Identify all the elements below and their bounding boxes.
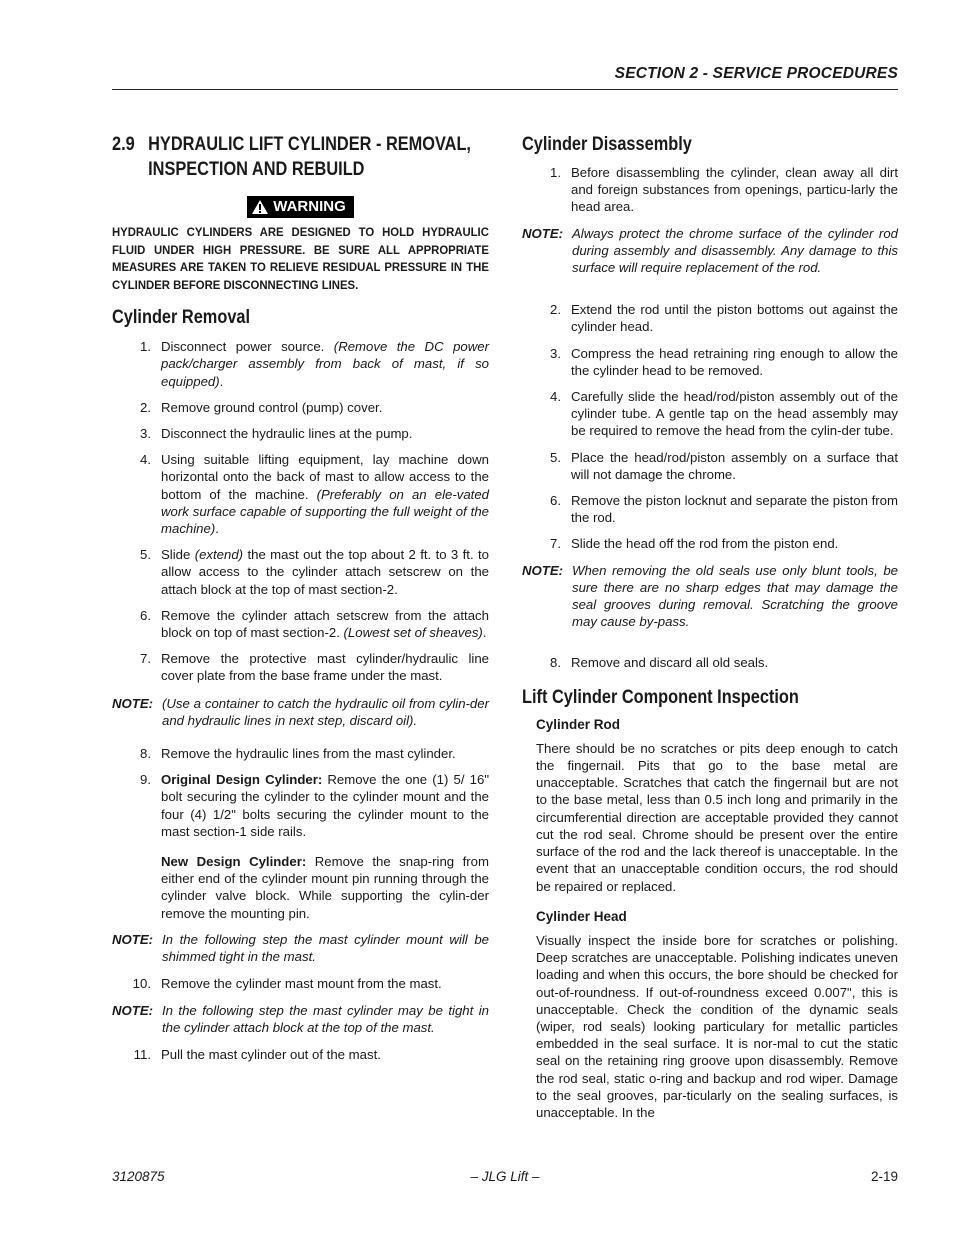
step-number: 6. (550, 493, 561, 509)
note-text: In the following step the mast cylinder may be tight in the cylinder attach block at the top of the mast. (162, 1002, 489, 1035)
step-body: . (219, 373, 224, 389)
step-body: . (482, 625, 487, 641)
footer-brand: – JLG Lift – (470, 1169, 540, 1184)
head-heading: Cylinder Head (536, 908, 627, 924)
step-body: Remove the cylinder attach setscrew from the attach block on top of mast section-2. (161, 607, 489, 641)
step-number: 6. (140, 607, 151, 623)
list-item (522, 449, 898, 483)
step-number: 11. (133, 1046, 151, 1062)
step-body: Disconnect power source. (161, 339, 334, 355)
disassembly-steps (522, 301, 898, 552)
warning-banner (112, 196, 489, 219)
list-item (112, 425, 489, 442)
step-number: 5. (140, 547, 151, 563)
step-number: 4. (140, 452, 151, 468)
chapter-heading (112, 133, 488, 182)
step-text (571, 345, 898, 379)
list-item (112, 975, 489, 992)
step-body: Remove the protective mast cylinder/hydraulic line cover plate from the base frame under the mast. (161, 651, 489, 684)
note-label: NOTE: (522, 562, 564, 578)
list-item (112, 451, 489, 537)
step-number: 4. (550, 389, 561, 405)
note-text: Always protect the chrome surface of the cylinder rod during assembly and disassembly. Any damage to this surface will require replacement of the rod. (572, 225, 898, 276)
document-number: 3120875 (112, 1169, 165, 1184)
step-number: 3. (140, 426, 151, 442)
step-text: Remove and discard all old seals. (571, 655, 769, 671)
step-number: 7. (550, 536, 561, 552)
list-item (112, 745, 489, 762)
removal-heading: Cylinder Removal (112, 307, 251, 329)
step-number: 1. (140, 339, 151, 355)
step-body: Place the head/rod/piston assembly on a surface that will not damage the chrome. (571, 449, 898, 482)
list-item (112, 546, 489, 598)
step-body: Slide the head off the rod from the piston end. (571, 536, 839, 552)
step-body: Compress the head retraining ring enough to allow the the cylinder head to be removed. (571, 345, 898, 378)
list-item (522, 164, 898, 216)
step-continuation (161, 853, 489, 922)
step-text (161, 338, 489, 390)
inspection-heading: Lift Cylinder Component Inspection (522, 686, 799, 708)
step-number: 10. (132, 976, 151, 992)
list-item (522, 654, 898, 671)
step-italic: (extend) (194, 547, 244, 563)
list-item (112, 399, 489, 416)
removal-steps (112, 338, 489, 684)
left-column (112, 133, 489, 1072)
step-text (571, 535, 898, 552)
note-text: When removing the old seals use only blunt tools, be sure there are no sharp edges that may damage the seal grooves during removal. Scratching the groove may cause by-pass. (572, 562, 898, 630)
step-number: 7. (140, 651, 151, 667)
step-number: 1. (550, 165, 561, 180)
list-item (522, 492, 898, 526)
step-body: Slide (161, 547, 195, 563)
step-text (571, 492, 898, 526)
step-text (161, 607, 489, 641)
step-bold: New Design Cylinder: (161, 854, 307, 870)
step-text: Before disassembling the cylinder, clean away all dirt and foreign substances from openings, particu-larly the head area. (571, 165, 898, 215)
step-number: 8. (550, 655, 561, 671)
step-body: Extend the rod until the piston bottoms out against the cylinder head. (571, 302, 898, 335)
disassembly-heading: Cylinder Disassembly (522, 134, 692, 155)
step-bold: Original Design Cylinder: (161, 772, 323, 788)
list-item (112, 1046, 489, 1063)
step-body: Remove the snap-ring from either end of the cylinder mount pin running through the cylinder valve block. While supporting the cylin-der remove the mounting pin. (161, 854, 489, 921)
note-2 (112, 931, 489, 965)
list-item (112, 607, 489, 641)
note-text: In the following step the mast cylinder mount will be shimmed tight in the mast. (162, 931, 489, 965)
list-item (112, 338, 489, 390)
step-text (161, 425, 489, 442)
step-number: 2. (550, 302, 561, 318)
step-text (571, 449, 898, 483)
head-paragraph: Visually inspect the inside bore for scratches or polishing. Deep scratches are unacceptable. Polishing indicates uneven loading and when this occurs, the bore should be checked for out-of-roundness. If out-of-roundness exceed 0.007", this is unacceptable. Check the condition of the dynamic seals (wiper, rod seals) looking particulary for metallic particles embedded in the seal surface. It is nor-mal to cut the static seal on the retaining ring groove upon disassembly. Remove the rod seal, static o-ring and backup and rod wiper. Damage to the seal grooves, par-ticularly on the sealing surfaces, is unacceptable. In the (536, 932, 898, 1120)
step-text: Pull the mast cylinder out of the mast. (161, 1046, 381, 1062)
step-text (161, 399, 489, 416)
list-item (522, 388, 898, 440)
page-number: 2-19 (870, 1169, 898, 1184)
warning-badge (247, 196, 354, 218)
list-item (522, 301, 898, 335)
step-number: 8. (140, 746, 151, 762)
step-body: Using suitable lifting equipment, lay machine down horizontal onto the back of mast to allow access to the bottom of the machine. (161, 452, 489, 502)
step-body: the mast out the top about 2 ft. to 3 ft. to allow access to the cylinder attach setscrew on the attach block at the top of mast section-2. (161, 547, 489, 597)
step-text (161, 650, 489, 684)
step-text (161, 771, 489, 840)
step-body: Carefully slide the head/rod/piston assembly out of the cylinder tube. A gentle tap on the head assembly may be required to remove the head from the cylin-der tube. (571, 389, 898, 439)
note-label: NOTE: (112, 931, 154, 947)
step-number: 5. (550, 449, 561, 465)
step-text: Remove the cylinder mast mount from the mast. (161, 976, 442, 992)
header-rule (112, 89, 898, 90)
warning-triangle-icon (251, 199, 269, 215)
note-label: NOTE: (112, 695, 154, 711)
note-3 (112, 1002, 489, 1036)
note-2 (522, 562, 898, 631)
warning-label: WARNING (273, 198, 346, 215)
step-italic: (Lowest set of sheaves) (343, 625, 483, 641)
warning-text: HYDRAULIC CYLINDERS ARE DESIGNED TO HOLD HYDRAULIC FLUID UNDER HIGH PRESSURE. BE SURE ALL APPROPRIATE MEASURES ARE TAKEN TO RELIEVE RESIDUAL PRESSURE IN THE CYLINDER BEFORE DISCONNECTING LINES. (112, 225, 489, 292)
list-item (522, 345, 898, 379)
chapter-number: 2.9 (112, 134, 135, 155)
step-body: Remove the one (1) 5/ 16" bolt securing the cylinder to the cylinder mount and the four (4) 1/2" bolts securing the cylinder mount to the mast section-1 side rails. (161, 772, 489, 839)
step-text (161, 546, 489, 598)
section-title: SECTION 2 - SERVICE PROCEDURES (614, 65, 898, 82)
page-header (112, 65, 898, 83)
list-item (112, 771, 489, 840)
chapter-title: HYDRAULIC LIFT CYLINDER - REMOVAL, INSPECTION AND REBUILD (148, 134, 471, 180)
note-label: NOTE: (112, 1002, 154, 1018)
note-text: (Use a container to catch the hydraulic oil from cylin-der and hydraulic lines in next step, discard oil). (162, 695, 489, 728)
step-number: 2. (140, 399, 151, 415)
step-text (571, 388, 898, 440)
step-body: Remove ground control (pump) cover. (161, 399, 383, 415)
step-italic: (Preferably on an ele-vated work surface capable of supporting the full weight of the machine) (161, 486, 490, 537)
note-1 (112, 695, 489, 729)
note-label: NOTE: (522, 225, 564, 241)
note-1 (522, 225, 898, 277)
list-item (112, 650, 489, 684)
rod-heading: Cylinder Rod (536, 716, 621, 732)
right-column (522, 133, 898, 1130)
step-body: . (215, 521, 219, 537)
step-text: Remove the hydraulic lines from the mast cylinder. (161, 746, 456, 762)
step-italic: (Remove the DC power pack/charger assembly from back of mast, if so equipped) (161, 339, 489, 389)
step-number: 9. (140, 772, 151, 788)
list-item (522, 535, 898, 552)
step-number: 3. (550, 345, 561, 361)
step-text (161, 451, 489, 537)
step-body: Remove the piston locknut and separate the piston from the rod. (571, 493, 898, 526)
step-text (571, 301, 898, 335)
step-body: Disconnect the hydraulic lines at the pump. (161, 426, 413, 442)
rod-paragraph: There should be no scratches or pits deep enough to catch the fingernail. Pits that go to the base metal are unacceptable. Scratches that catch the fingernail but are not to the base metal, less than 0.5 inch long and primarily in the circumferential direction are acceptable provided they cannot cut the rod seal. Chrome should be present over the entire surface of the rod and the lack thereof is unacceptable. In the event that an unacceptable condition occurs, the rod should be repaired or replaced. (536, 740, 898, 894)
